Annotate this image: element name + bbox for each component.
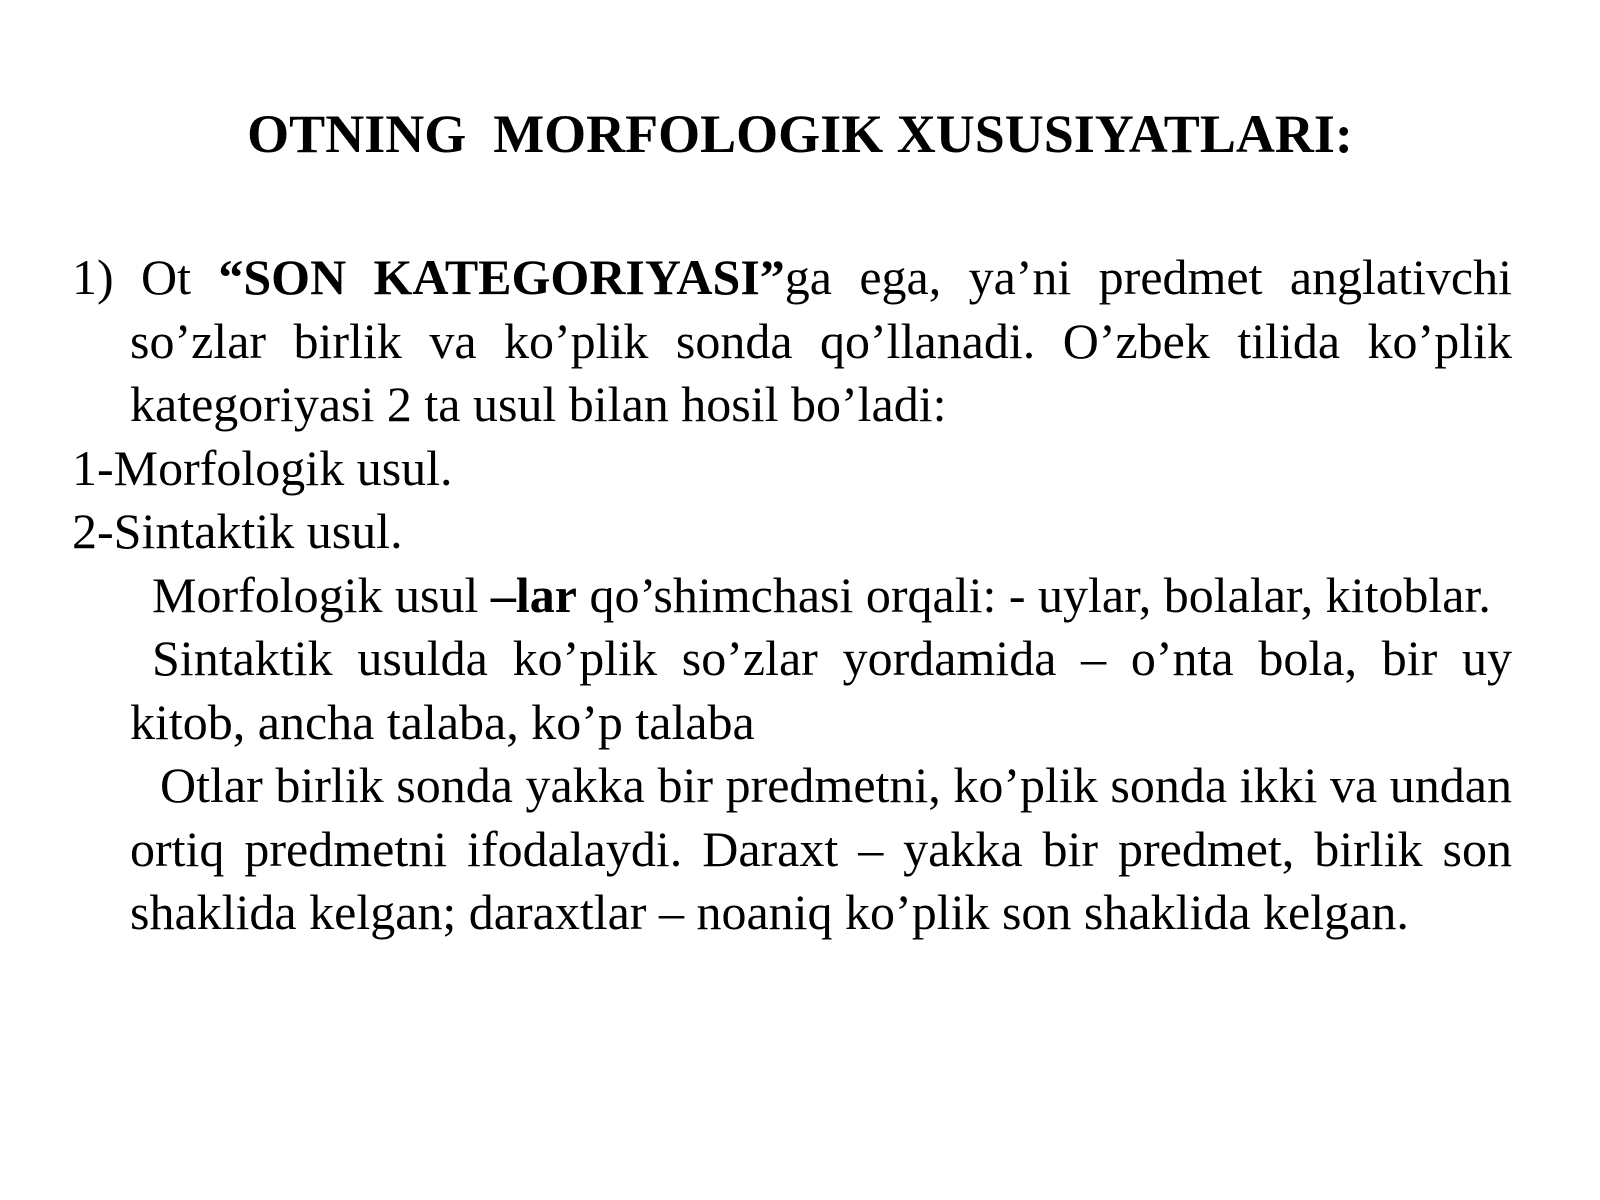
suffix-lar: –lar <box>490 566 577 623</box>
slide-title: OTNING MORFOLOGIK XUSUSIYATLARI: <box>247 104 1353 164</box>
paragraph-morfologik-usul <box>72 564 1512 628</box>
list-item-sintaktik-usul: 2-Sintaktik usul. <box>72 503 403 559</box>
paragraph-lead: Morfologik usul <box>152 566 491 623</box>
paragraph-otlar-birlik-sonda: Otlar birlik sonda yakka bir predmetni, ko’plik sonda ikki va undan ortiq predmetni ifodalaydi. Daraxt – yakka bir predmet, birlik son shaklida kelgan; daraxtlar – noaniq ko’plik son shaklida kelgan. <box>130 757 1512 940</box>
term-son-kategoriyasi: “SON KATEGORIYASI” <box>218 249 785 305</box>
paragraph-son-kategoriyasi <box>72 246 1512 437</box>
slide-body <box>72 246 1512 945</box>
list-item-morfologik-usul: 1-Morfologik usul. <box>72 439 453 496</box>
paragraph-lead: 1) Ot <box>72 249 219 305</box>
paragraph-text: qo’shimchasi orqali: - uylar, bolalar, kitoblar. <box>577 566 1491 623</box>
paragraph-sintaktik-usul: Sintaktik usulda ko’plik so’zlar yordamida – o’nta bola, bir uy kitob, ancha talaba, ko’p talaba <box>130 630 1512 750</box>
paragraph-text: ga ega, ya’ni predmet anglativchi so’zlar birlik va ko’plik sonda qo’llanadi. O’zbek tilida ko’plik kategoriyasi 2 ta usul bilan hosil bo’ladi: <box>130 249 1512 432</box>
